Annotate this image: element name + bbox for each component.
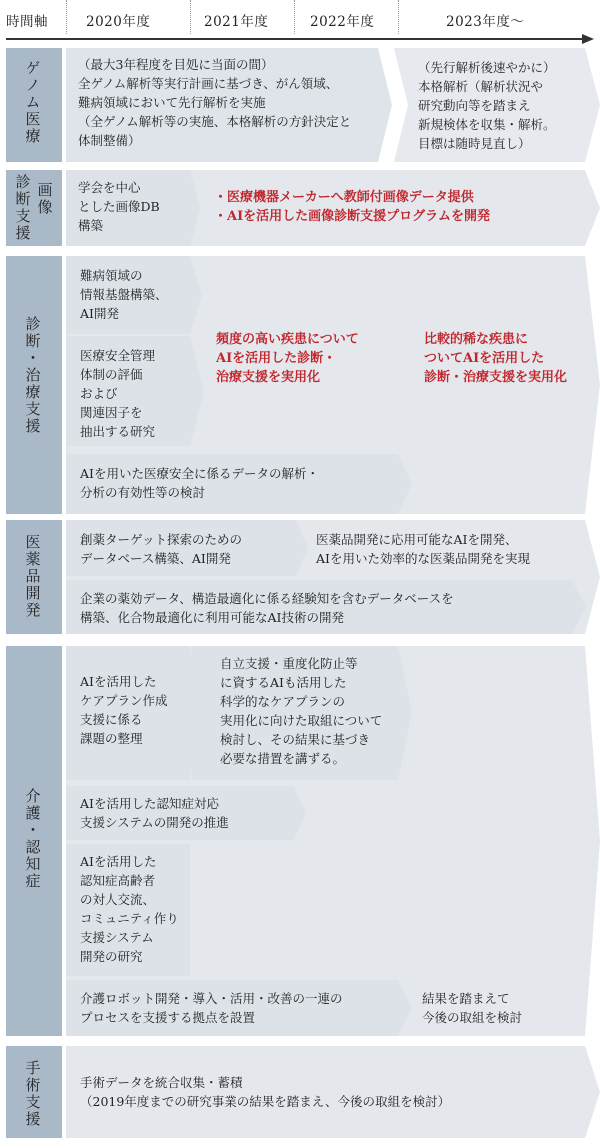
text-line: 研究動向等を踏まえ [418, 98, 531, 113]
year-2021: 2021年度 [204, 14, 269, 30]
text-line: 認知症高齢者 [80, 873, 156, 888]
text-line: 手術データを統合収集・蓄積 [80, 1075, 243, 1090]
text-line: AIを活用した [80, 674, 157, 689]
text-line: （先行解析後速やかに） [418, 60, 556, 75]
care-box1-text [80, 672, 168, 748]
text-line: 必要な措置を講ずる。 [220, 751, 346, 766]
text-line: 医療安全管理 [80, 348, 156, 363]
year-2022: 2022年度 [310, 14, 375, 30]
text-line: AIを活用した [80, 854, 157, 869]
text-line: 診断・治療支援を実用化 [424, 370, 568, 385]
diagnosis-red-mid-text [216, 330, 359, 387]
text-line: 今後の取組を検討 [422, 1010, 523, 1025]
text-line: データベース構築、AI開発 [80, 551, 231, 566]
genome-right-text [418, 58, 556, 153]
text-line: 開発の研究 [80, 949, 143, 964]
text-line: ついてAIを活用した [424, 351, 545, 366]
text-line: 頻度の高い疾患について [216, 332, 359, 347]
category-care-title: 介護・認知症 [23, 788, 42, 890]
text-line: 創薬ターゲット探索のための [80, 532, 243, 547]
drug-box1-right-text [316, 530, 530, 568]
text-line: ・医療機器メーカーへ教師付画像データ提供 [214, 190, 474, 205]
text-line: 検討し、その結果に基づき [220, 732, 371, 747]
text-line: 新規検体を収集・解析。 [418, 117, 556, 132]
text-line: 課題の整理 [80, 731, 143, 746]
text-line: AI開発 [80, 306, 119, 321]
diagnosis-box1-text [80, 266, 168, 323]
axis-label: 時間軸 [6, 14, 48, 30]
text-line: とした画像DB [78, 199, 160, 214]
text-line: 治療支援を実用化 [216, 370, 321, 385]
text-line: 分析の有効性等の検討 [80, 485, 206, 500]
drug-box1-text [80, 530, 242, 568]
text-line: 比較的稀な疾患に [424, 332, 529, 347]
text-line: 構築、化合物最適化に利用可能なAI技術の開発 [80, 610, 344, 625]
year-2020: 2020年度 [86, 14, 151, 30]
text-line: （全ゲノム解析等の実施、本格解析の方針決定と [78, 114, 352, 129]
text-line: 支援システムの開発の推進 [80, 815, 229, 830]
text-line: 企業の薬効データ、構造最適化に係る経験知を含むデータベースを [80, 591, 454, 606]
text-line: ・AIを活用した画像診断支援プログラムを開発 [214, 209, 491, 224]
text-line: 関連因子を [80, 405, 143, 420]
text-line: AIを用いた効率的な医薬品開発を実現 [316, 551, 530, 566]
text-line: 情報基盤構築、 [80, 287, 168, 302]
category-diagnosis-title: 診断・治療支援 [23, 316, 42, 435]
text-line: 体制整備） [78, 133, 141, 148]
text-line: 学会を中心 [78, 180, 141, 195]
text-line: 医薬品開発に応用可能なAIを開発、 [316, 532, 518, 547]
text-line: 介護ロボット開発・導入・活用・改善の一連の [80, 991, 343, 1006]
text-line: 自立支援・重度化防止等 [220, 656, 358, 671]
text-line: ケアプラン作成 [80, 693, 168, 708]
category-genome-title: ゲノム医療 [23, 60, 42, 145]
text-line: 支援に係る [80, 712, 143, 727]
text-line: 支援システム [80, 930, 154, 945]
diagnosis-box3-text [80, 464, 319, 502]
diagnosis-red-right-text [424, 330, 567, 387]
imaging-right-text [214, 188, 490, 226]
text-line: AIを活用した認知症対応 [80, 796, 219, 811]
text-line: 結果を踏まえて [422, 991, 510, 1006]
text-line: および [80, 386, 118, 401]
imaging-left-text [78, 178, 160, 235]
category-imaging-title-b: 画像 [35, 182, 54, 216]
text-line: 実用化に向けた取組について [220, 713, 383, 728]
text-line: の対人交流、 [80, 892, 156, 907]
text-line: 抽出する研究 [80, 424, 156, 439]
category-imaging-title-a: 診断支援 [13, 174, 32, 242]
surgery-text [80, 1073, 450, 1111]
text-line: 構築 [78, 218, 104, 233]
care-box4-text [80, 989, 343, 1027]
text-line: に資するAIも活用した [220, 675, 347, 690]
care-box4-right-text [422, 989, 522, 1027]
text-line: 難病領域の [80, 268, 143, 283]
text-line: AIを用いた医療安全に係るデータの解析・ [80, 466, 319, 481]
text-line: コミュニティ作り [80, 911, 179, 926]
text-line: （2019年度までの研究事業の結果を踏まえ、今後の取組を検討） [80, 1094, 451, 1109]
care-box2-text [80, 794, 229, 832]
text-line: 目標は随時見直し） [418, 136, 531, 151]
text-line: （最大3年程度を目処に当面の間） [78, 57, 274, 72]
category-drug-title: 医薬品開発 [23, 534, 42, 619]
care-box1-right-text [220, 654, 382, 768]
year-2023: 2023年度〜 [446, 14, 525, 30]
text-line: 本格解析（解析状況や [418, 79, 544, 94]
diagnosis-box2-text [80, 346, 155, 441]
text-line: プロセスを支援する拠点を設置 [80, 1010, 256, 1025]
drug-box2-text [80, 589, 454, 627]
text-line: 体制の評価 [80, 367, 143, 382]
category-surgery-title: 手術支援 [23, 1060, 42, 1128]
text-line: 全ゲノム解析等実行計画に基づき、がん領域、 [78, 76, 339, 91]
genome-left-text [78, 55, 351, 150]
text-line: 科学的なケアプランの [220, 694, 346, 709]
text-line: AIを活用した診断・ [216, 351, 337, 366]
care-box3-text [80, 852, 179, 966]
text-line: 難病領域において先行解析を実施 [78, 95, 266, 110]
